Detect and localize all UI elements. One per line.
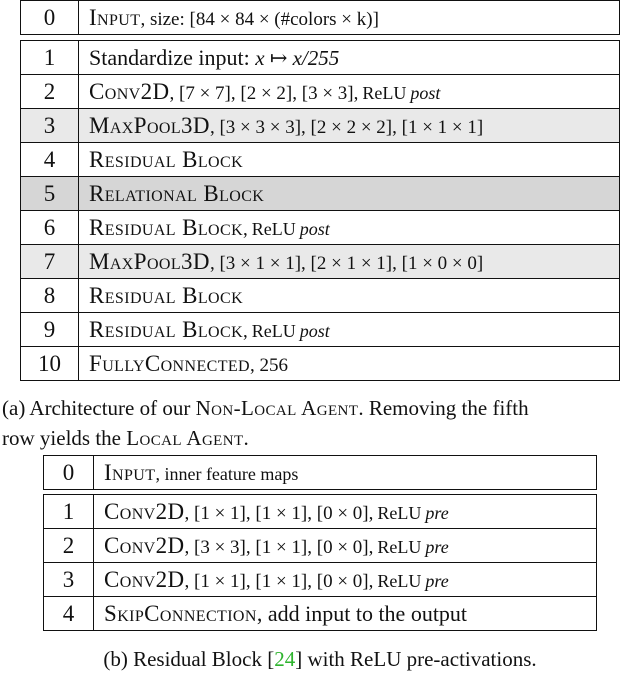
layer-params: , inner feature maps bbox=[155, 463, 299, 484]
row-number: 1 bbox=[21, 41, 79, 75]
row-number: 1 bbox=[44, 495, 94, 529]
row-number: 0 bbox=[44, 456, 94, 490]
row-number: 2 bbox=[21, 75, 79, 109]
table-row bbox=[21, 143, 620, 177]
layer-name: Residual Block bbox=[89, 146, 244, 172]
layer-params: , bbox=[243, 218, 248, 240]
table-row bbox=[21, 279, 620, 313]
row-number: 4 bbox=[44, 597, 94, 631]
row-number: 0 bbox=[21, 1, 79, 35]
layer-params: , [1 × 1], [1 × 1], [0 × 0], bbox=[184, 570, 374, 592]
row-number: 5 bbox=[21, 177, 79, 211]
layer-params: , [3 × 3], [1 × 1], [0 × 0], bbox=[184, 536, 374, 558]
layer-params: , [3 × 3 × 3], [2 × 2 × 2], [1 × 1 × 1] bbox=[209, 116, 484, 138]
row-number: 3 bbox=[44, 563, 94, 597]
row-number: 2 bbox=[44, 529, 94, 563]
table-row bbox=[44, 495, 597, 529]
layer-name: Conv2D bbox=[89, 78, 170, 104]
caption-agent-name: Non-Local Agent bbox=[195, 396, 359, 420]
activation-mode: post bbox=[410, 82, 441, 103]
residual-input-table bbox=[43, 455, 597, 490]
architecture-layers-table bbox=[20, 40, 620, 381]
activation-mode: pre bbox=[425, 570, 449, 591]
table-row bbox=[44, 597, 597, 631]
layer-params: , [7 × 7], [2 × 2], [3 × 3], bbox=[169, 82, 359, 104]
layer-params: , add input to the output bbox=[256, 600, 468, 626]
layer-params: , 256 bbox=[250, 354, 288, 376]
layer-name: Input bbox=[104, 459, 156, 485]
layer-name: Input bbox=[89, 4, 141, 30]
layer-name: Relational Block bbox=[89, 180, 265, 206]
activation-mode: post bbox=[299, 218, 330, 239]
layer-name: FullyConnected bbox=[89, 350, 250, 376]
row-number: 8 bbox=[21, 279, 79, 313]
table-row bbox=[21, 211, 620, 245]
citation-link[interactable]: 24 bbox=[274, 647, 296, 671]
row-math: x ↦ x/255 bbox=[255, 45, 340, 70]
table-row bbox=[21, 109, 620, 143]
layer-name: Residual Block bbox=[89, 214, 244, 240]
table-row bbox=[44, 456, 597, 490]
caption-agent-name: Local Agent bbox=[126, 426, 244, 450]
row-number: 7 bbox=[21, 245, 79, 279]
layer-name: MaxPool3D bbox=[89, 248, 210, 274]
row-number: 10 bbox=[21, 347, 79, 381]
table-row bbox=[44, 529, 597, 563]
table-row bbox=[21, 41, 620, 75]
row-number: 4 bbox=[21, 143, 79, 177]
layer-name: Residual Block bbox=[89, 316, 244, 342]
activation: ReLU bbox=[377, 570, 422, 591]
layer-name: Conv2D bbox=[104, 532, 185, 558]
caption-a: (a) Architecture of our Non-Local Agent. Removing the fifth row yields the Local Agent. bbox=[2, 396, 529, 450]
activation-mode: post bbox=[299, 320, 330, 341]
activation: ReLU bbox=[362, 82, 407, 103]
table-row bbox=[21, 245, 620, 279]
row-text: Standardize input: bbox=[89, 44, 256, 70]
layer-name: Conv2D bbox=[104, 566, 185, 592]
caption-b: (b) Residual Block [24] with ReLU pre-activations. bbox=[103, 647, 537, 671]
architecture-input-table bbox=[20, 0, 620, 35]
activation-mode: pre bbox=[425, 502, 449, 523]
activation: ReLU bbox=[251, 320, 296, 341]
table-row bbox=[21, 1, 620, 35]
residual-layers-table bbox=[43, 494, 597, 631]
activation: ReLU bbox=[377, 502, 422, 523]
layer-params: , size: [84 × 84 × (#colors × k)] bbox=[140, 8, 379, 30]
layer-params: , bbox=[243, 320, 248, 342]
layer-params: , [1 × 1], [1 × 1], [0 × 0], bbox=[184, 502, 374, 524]
layer-name: Conv2D bbox=[104, 498, 185, 524]
table-row bbox=[44, 563, 597, 597]
table-row bbox=[21, 75, 620, 109]
row-number: 9 bbox=[21, 313, 79, 347]
activation: ReLU bbox=[251, 218, 296, 239]
layer-name: SkipConnection bbox=[104, 600, 257, 626]
row-number: 3 bbox=[21, 109, 79, 143]
table-row bbox=[21, 313, 620, 347]
layer-name: MaxPool3D bbox=[89, 112, 210, 138]
activation: ReLU bbox=[377, 536, 422, 557]
table-row bbox=[21, 177, 620, 211]
activation-mode: pre bbox=[425, 536, 449, 557]
table-row bbox=[21, 347, 620, 381]
layer-name: Residual Block bbox=[89, 282, 244, 308]
layer-params: , [3 × 1 × 1], [2 × 1 × 1], [1 × 0 × 0] bbox=[209, 252, 484, 274]
row-number: 6 bbox=[21, 211, 79, 245]
